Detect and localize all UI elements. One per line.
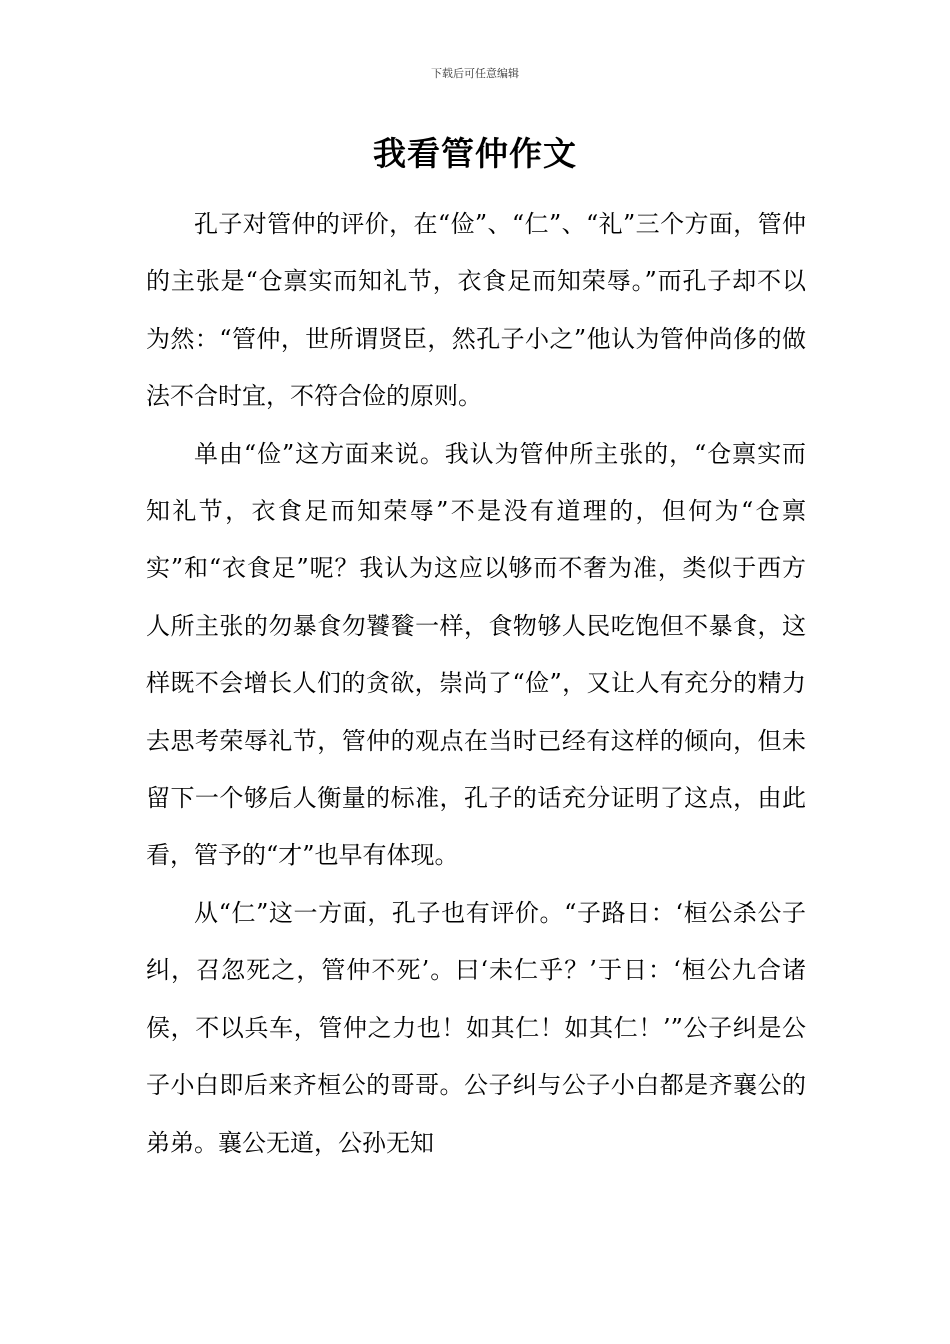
paragraph-3: 从“仁”这一方面，孔子也有评价。“子路日：‘桓公杀公子纠，召忽死之，管仲不死’。曰‘未仁乎？’于日：‘桓公九合诸侯，不以兵车，管仲之力也！如其仁！如其仁！’”公子纠是公子小白即后来齐桓公的哥哥。公子纠与公子小白都是齐襄公的弟弟。襄公无道，公孙无知 [146, 898, 806, 1157]
document-title: 我看管仲作文 [373, 134, 577, 173]
paragraph-1: 孔子对管仲的评价，在“俭”、“仁”、“礼”三个方面，管仲的主张是“仓禀实而知礼节，衣食足而知荣辱。”而孔子却不以为然：“管仲，世所谓贤臣，然孔子小之”他认为管仲尚侈的做法不合时宜，不符合俭的原则。 [146, 210, 806, 411]
header-note: 下载后可任意编辑 [431, 67, 519, 80]
paragraph-2: 单由“俭”这方面来说。我认为管仲所主张的，“仓禀实而知礼节，衣食足而知荣辱”不是没有道理的，但何为“仓禀实”和“衣食足”呢？我认为这应以够而不奢为准，类似于西方人所主张的勿暴食勿饕餮一样，食物够人民吃饱但不暴食，这样既不会增长人们的贪欲，崇尚了“俭”，又让人有充分的精力去思考荣辱礼节，管仲的观点在当时已经有这样的倾向，但未留下一个够后人衡量的标准，孔子的话充分证明了这点，由此看，管予的“才”也早有体现。 [146, 439, 806, 870]
document-body [146, 196, 806, 1172]
